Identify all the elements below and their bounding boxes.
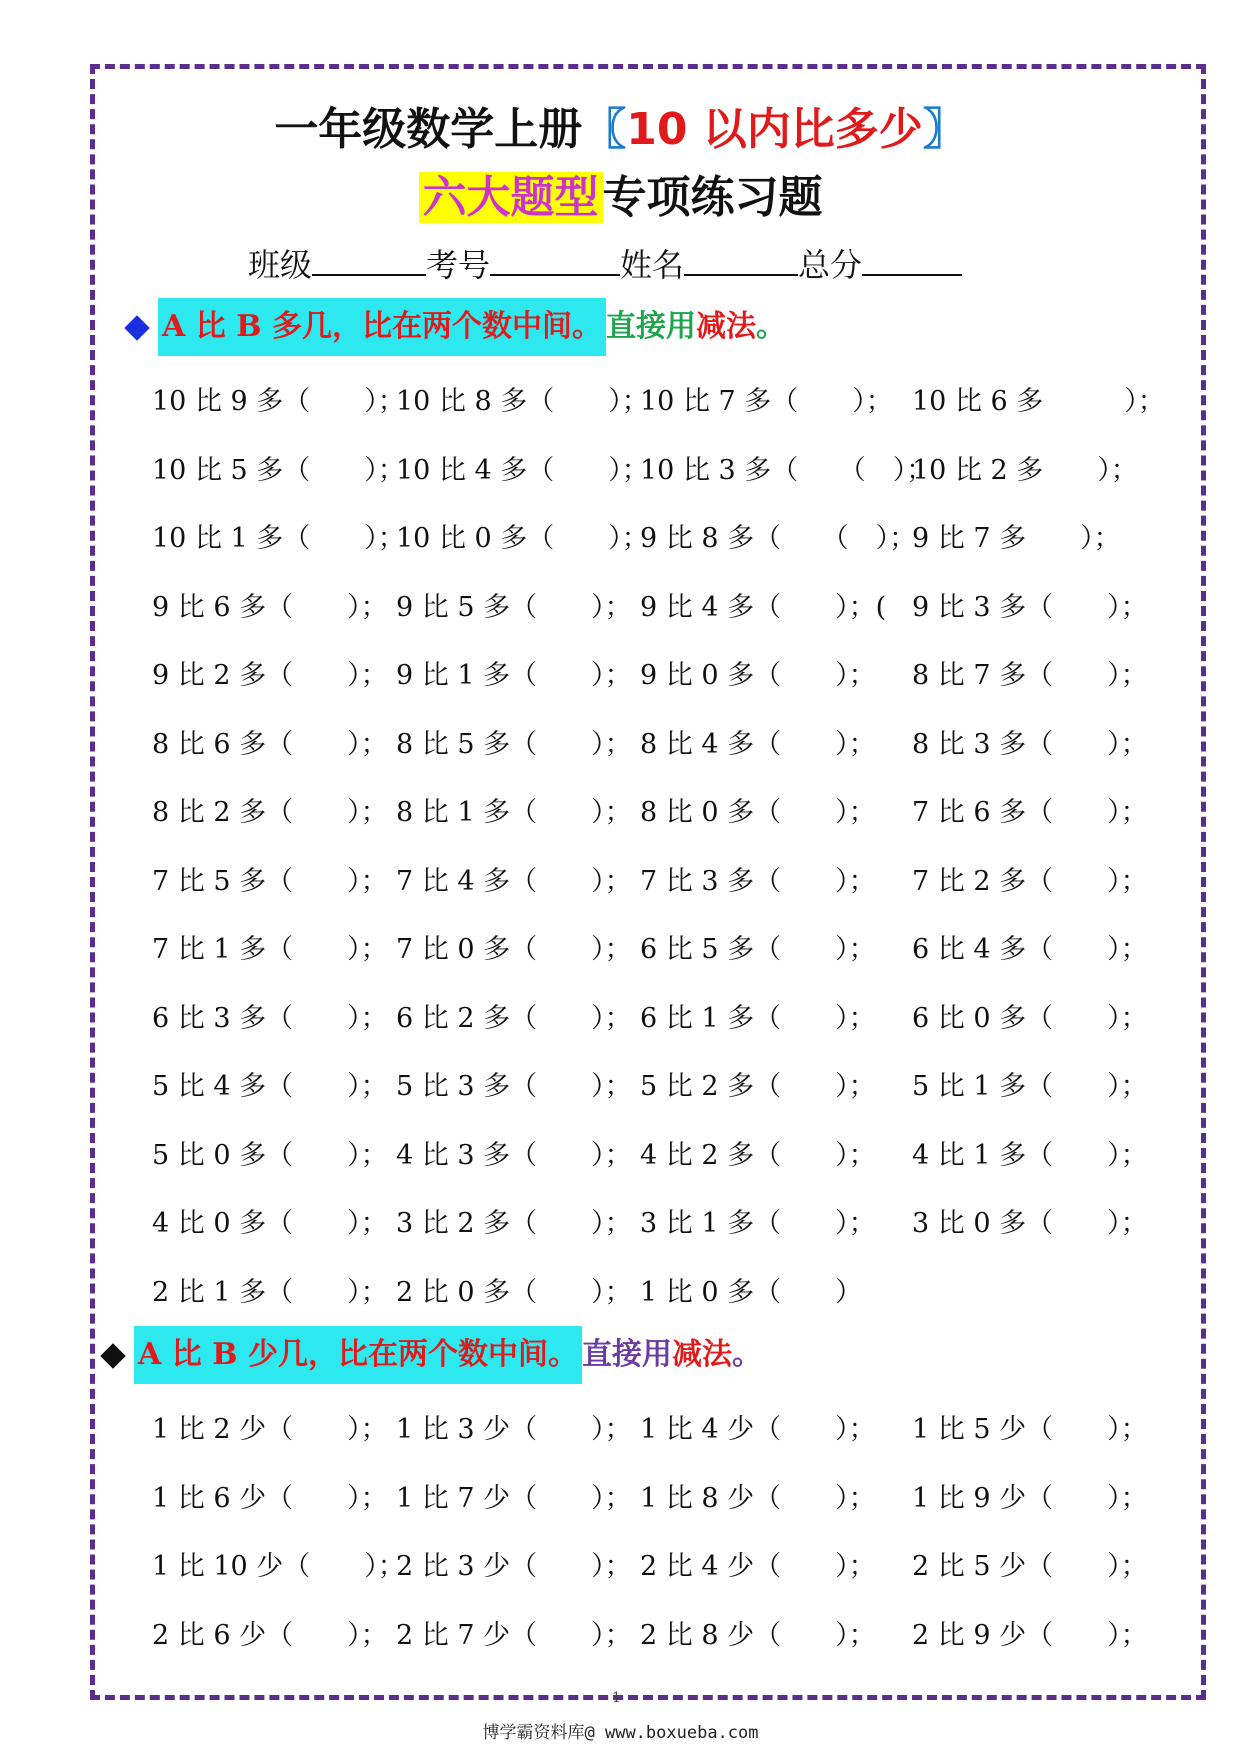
exercise-item[interactable]: 7 比 2 多（ ）； xyxy=(912,865,1148,897)
exercise-item[interactable]: 2 比 5 少（ ）； xyxy=(912,1551,1148,1582)
exercise-item[interactable]: 8 比 3 多（ ）； xyxy=(912,728,1148,760)
exercise-item[interactable]: 10 比 9 多（ ）； xyxy=(152,386,405,417)
name-label: 姓名 xyxy=(620,246,685,284)
exercise-item[interactable]: 8 比 7 多（ ）； xyxy=(912,660,1148,691)
class-label: 班级 xyxy=(248,246,313,284)
exercise-item[interactable]: 10 比 4 多（ ）； xyxy=(396,454,649,486)
exercise-item[interactable]: 1 比 10 少（ ）； xyxy=(152,1551,405,1582)
exercise-item[interactable]: 9 比 4 多（ ）；( xyxy=(640,591,887,623)
exercise-item[interactable]: 9 比 3 多（ ）； xyxy=(912,591,1148,623)
exercise-item[interactable]: 3 比 2 多（ ）； xyxy=(396,1208,632,1239)
exercise-item[interactable]: 4 比 1 多（ ）； xyxy=(912,1139,1148,1171)
section-a-main: A 比 B 多几，比在两个数中间。 xyxy=(158,298,606,356)
exercise-item[interactable]: 7 比 1 多（ ）； xyxy=(152,934,388,965)
exercise-item[interactable]: 10 比 5 多（ ）； xyxy=(152,454,405,486)
class-blank[interactable] xyxy=(312,244,426,276)
title-prefix: 一年级数学上册 xyxy=(274,104,583,155)
exercise-item[interactable]: 2 比 7 少（ ）； xyxy=(396,1619,632,1651)
title-topic: 10 以内比多少 xyxy=(626,104,923,155)
exercise-item[interactable]: 8 比 6 多（ ）； xyxy=(152,728,388,760)
exercise-item[interactable]: 8 比 0 多（ ）； xyxy=(640,797,876,828)
exercise-item[interactable]: 7 比 6 多（ ）； xyxy=(912,797,1148,828)
exercise-item[interactable]: 8 比 2 多（ ）； xyxy=(152,797,388,828)
exercise-item[interactable]: 2 比 6 少（ ）； xyxy=(152,1619,388,1651)
exercise-item[interactable]: 4 比 2 多（ ）； xyxy=(640,1139,876,1171)
footer-watermark: 博学霸资料库@ www.boxueba.com xyxy=(482,1723,759,1743)
exercise-item[interactable]: 1 比 5 少（ ）； xyxy=(912,1414,1148,1445)
exercise-item[interactable]: 6 比 3 多（ ）； xyxy=(152,1002,388,1034)
exercise-item[interactable]: 5 比 1 多（ ）； xyxy=(912,1071,1148,1102)
exercise-item[interactable]: 2 比 1 多（ ）； xyxy=(152,1276,388,1308)
exercise-item[interactable]: 2 比 9 少（ ）； xyxy=(912,1619,1148,1651)
title-bracket-left: 〖 xyxy=(582,104,627,155)
exercise-item[interactable]: 10 比 0 多（ ）； xyxy=(396,523,649,554)
title-bracket-right: 〗 xyxy=(922,104,967,155)
exercise-item[interactable]: 7 比 0 多（ ）； xyxy=(396,934,632,965)
exercise-item[interactable]: 9 比 6 多（ ）； xyxy=(152,591,388,623)
exercise-item[interactable]: 2 比 0 多（ ）； xyxy=(396,1276,632,1308)
student-info-line xyxy=(248,244,962,285)
exercise-item[interactable]: 3 比 1 多（ ）； xyxy=(640,1208,876,1239)
exercise-item[interactable]: 5 比 3 多（ ）； xyxy=(396,1071,632,1102)
exercise-item[interactable]: 2 比 4 少（ ）； xyxy=(640,1551,876,1582)
score-blank[interactable] xyxy=(862,244,962,276)
exercise-item[interactable]: 2 比 3 少（ ）； xyxy=(396,1551,632,1582)
exercise-item[interactable]: 10 比 3 多（ （ ）； xyxy=(640,454,934,486)
exercise-item[interactable]: 7 比 5 多（ ）； xyxy=(152,865,388,897)
exercise-item[interactable]: 3 比 0 多（ ）； xyxy=(912,1208,1148,1239)
exercise-item[interactable]: 4 比 0 多（ ）； xyxy=(152,1208,388,1239)
exercise-item[interactable]: 10 比 2 多 ）； xyxy=(912,454,1138,486)
number-label: 考号 xyxy=(426,246,491,284)
exercise-item[interactable]: 5 比 4 多（ ）； xyxy=(152,1071,388,1102)
exercise-item[interactable]: 1 比 3 少（ ）； xyxy=(396,1414,632,1445)
exercise-item[interactable]: 7 比 3 多（ ）； xyxy=(640,865,876,897)
subtitle-highlight: 六大题型 xyxy=(419,172,603,223)
section-b-purple: 直接用 xyxy=(581,1337,672,1372)
number-blank[interactable] xyxy=(490,244,620,276)
exercise-item[interactable]: 4 比 3 多（ ）； xyxy=(396,1139,632,1171)
exercise-item[interactable]: 1 比 8 少（ ）； xyxy=(640,1482,876,1514)
exercise-item[interactable]: 9 比 2 多（ ）； xyxy=(152,660,388,691)
section-b-main: A 比 B 少几，比在两个数中间。 xyxy=(134,1326,582,1384)
exercise-item[interactable]: 1 比 0 多（ ） xyxy=(640,1276,863,1308)
exercise-item[interactable]: 1 比 6 少（ ）； xyxy=(152,1482,388,1514)
exercise-item[interactable]: 5 比 0 多（ ）； xyxy=(152,1139,388,1171)
exercise-item[interactable]: 8 比 1 多（ ）； xyxy=(396,797,632,828)
worksheet-subtitle xyxy=(0,168,1241,228)
exercise-item[interactable]: 6 比 5 多（ ）； xyxy=(640,934,876,965)
exercise-item[interactable]: 9 比 5 多（ ）； xyxy=(396,591,632,623)
diamond-bullet-icon xyxy=(124,315,149,340)
section-a-heading xyxy=(122,298,786,356)
score-label: 总分 xyxy=(798,246,863,284)
exercise-item[interactable]: 1 比 4 少（ ）； xyxy=(640,1414,876,1445)
exercise-item[interactable]: 10 比 6 多 ）； xyxy=(912,386,1165,417)
exercise-item[interactable]: 9 比 1 多（ ）； xyxy=(396,660,632,691)
exercise-item[interactable]: 6 比 2 多（ ）； xyxy=(396,1002,632,1034)
name-blank[interactable] xyxy=(684,244,798,276)
section-b-heading xyxy=(98,1326,762,1384)
exercise-item[interactable]: 10 比 8 多（ ）； xyxy=(396,386,649,417)
section-b-end: 。 xyxy=(731,1337,762,1372)
exercise-item[interactable]: 1 比 9 少（ ）； xyxy=(912,1482,1148,1514)
exercise-item[interactable]: 10 比 1 多（ ）； xyxy=(152,523,405,554)
exercise-item[interactable]: 2 比 8 少（ ）； xyxy=(640,1619,876,1651)
exercise-item[interactable]: 6 比 4 多（ ）； xyxy=(912,934,1148,965)
exercise-item[interactable]: 9 比 0 多（ ）； xyxy=(640,660,876,691)
section-a-green: 直接用 xyxy=(605,309,696,344)
subtitle-rest: 专项练习题 xyxy=(602,172,823,223)
exercise-item[interactable]: 6 比 0 多（ ）； xyxy=(912,1002,1148,1034)
exercise-item[interactable]: 9 比 7 多 ）； xyxy=(912,523,1121,554)
exercise-item[interactable]: 8 比 5 多（ ）； xyxy=(396,728,632,760)
exercise-item[interactable]: 10 比 7 多（ ）； xyxy=(640,386,893,417)
exercise-item[interactable]: 7 比 4 多（ ）； xyxy=(396,865,632,897)
exercise-item[interactable]: 6 比 1 多（ ）； xyxy=(640,1002,876,1034)
exercise-item[interactable]: 1 比 7 少（ ）； xyxy=(396,1482,632,1514)
exercise-item[interactable]: 8 比 4 多（ ）； xyxy=(640,728,876,760)
exercise-item[interactable]: 1 比 2 少（ ）； xyxy=(152,1414,388,1445)
exercise-item[interactable]: 5 比 2 多（ ）； xyxy=(640,1071,876,1102)
section-a-red: 减法 xyxy=(695,309,756,344)
page-number: 1 xyxy=(612,1690,621,1706)
worksheet-title xyxy=(0,100,1241,160)
diamond-bullet-icon xyxy=(100,1343,125,1368)
exercise-item[interactable]: 9 比 8 多（ （ ）； xyxy=(640,523,917,554)
section-a-end: 。 xyxy=(755,309,786,344)
section-b-red: 减法 xyxy=(671,1337,732,1372)
